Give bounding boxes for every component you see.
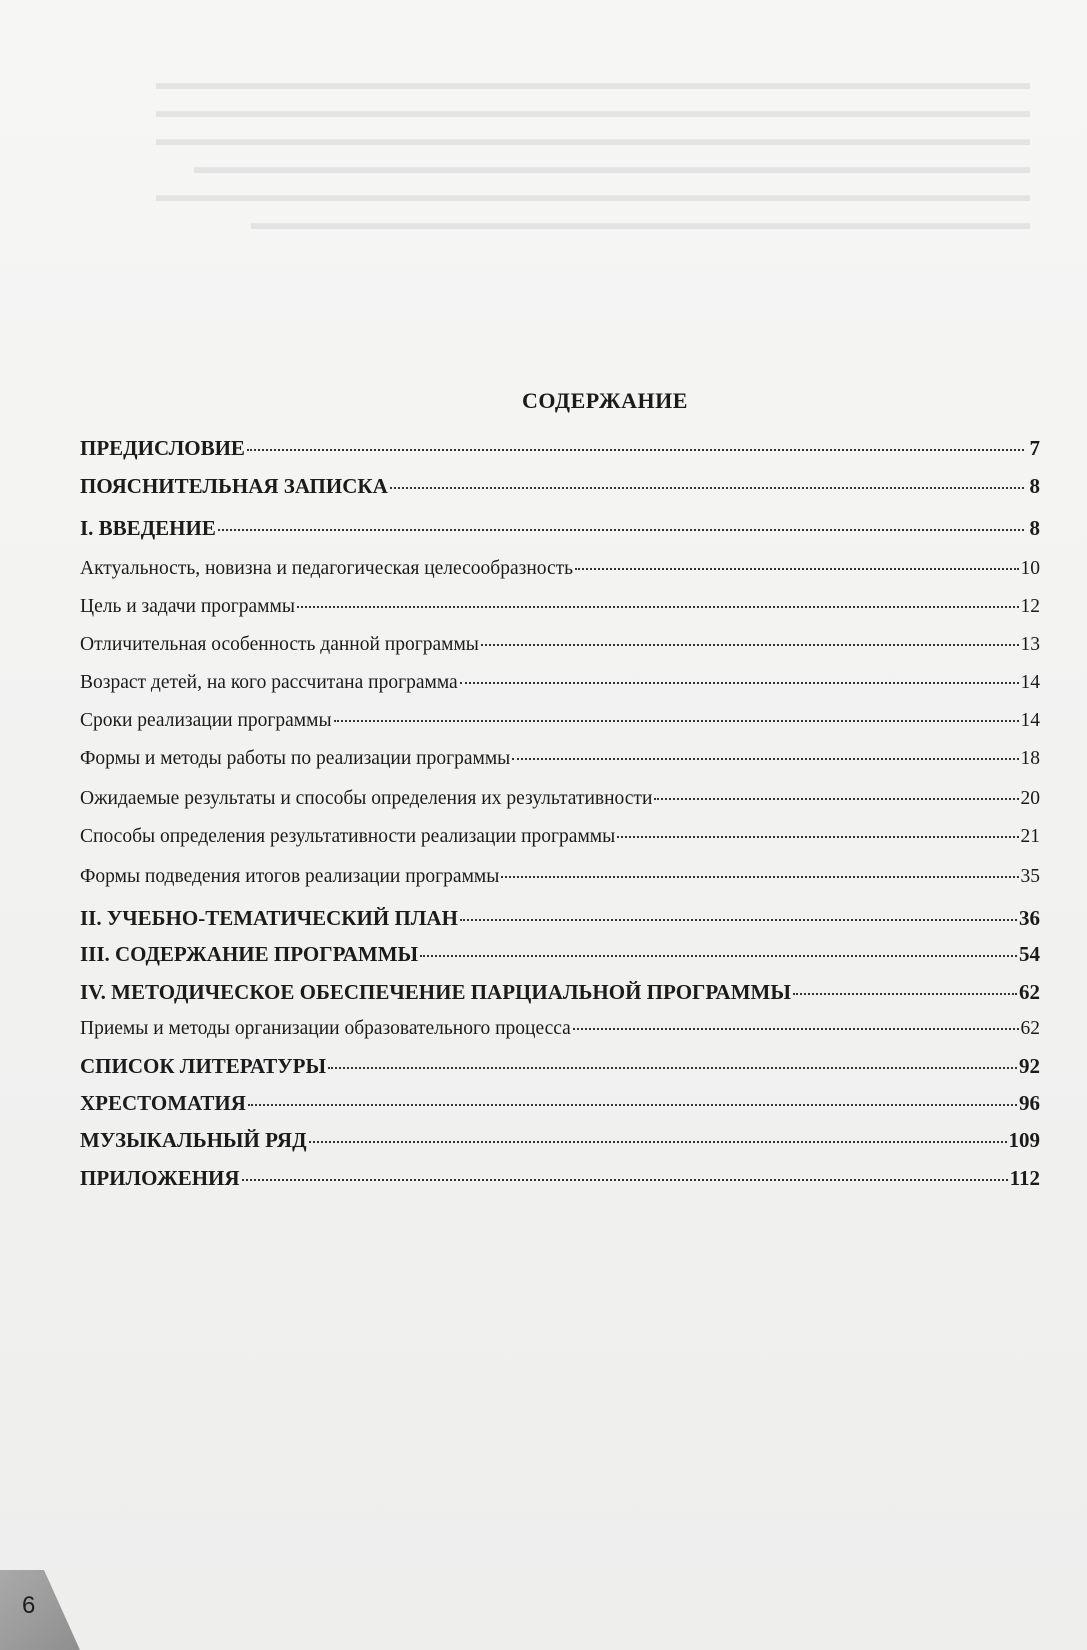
- toc-entry-label: ХРЕСТОМАТИЯ: [80, 1091, 246, 1115]
- toc-entry-label: Цель и задачи программы: [80, 596, 295, 617]
- toc-entry: [80, 826, 1040, 848]
- toc-entry: [80, 672, 1040, 694]
- toc-leader-dots: [218, 529, 1024, 531]
- toc-leader-dots: [501, 876, 1018, 878]
- toc-entry: [80, 474, 1040, 499]
- toc-entry-page: 14: [1020, 710, 1040, 731]
- toc-entry: [80, 1166, 1040, 1191]
- toc-entry-label: Формы и методы работы по реализации программы: [80, 748, 511, 769]
- toc-entry-page: 36: [1019, 906, 1040, 930]
- toc-leader-dots: [242, 1179, 1008, 1181]
- toc-entry-label: II. УЧЕБНО-ТЕМАТИЧЕСКИЙ ПЛАН: [80, 906, 458, 930]
- toc-entry-label: Сроки реализации программы: [80, 710, 332, 731]
- toc-entry: [80, 942, 1040, 967]
- toc-entry-label: МУЗЫКАЛЬНЫЙ РЯД: [80, 1128, 307, 1152]
- toc-entry: [80, 1091, 1040, 1116]
- toc-entry-label: ПОЯСНИТЕЛЬНАЯ ЗАПИСКА: [80, 474, 388, 498]
- toc-entry: [80, 788, 1040, 810]
- toc-entry-page: 62: [1019, 980, 1040, 1004]
- toc-leader-dots: [247, 449, 1024, 451]
- toc-entry-label: III. СОДЕРЖАНИЕ ПРОГРАММЫ: [80, 942, 419, 966]
- toc-entry-page: 92: [1019, 1054, 1040, 1078]
- toc-entry: [80, 980, 1040, 1005]
- toc-entry-page: 8: [1029, 474, 1040, 498]
- toc-entry: [80, 906, 1040, 931]
- toc-entry: [80, 558, 1040, 580]
- toc-title: СОДЕРЖАНИЕ: [522, 388, 688, 413]
- toc-entry-label: Ожидаемые результаты и способы определения их результативности: [80, 788, 653, 809]
- toc-leader-dots: [248, 1104, 1017, 1106]
- toc-entry-label: Приемы и методы организации образовательного процесса: [80, 1018, 571, 1039]
- toc-entry: [80, 748, 1040, 770]
- toc-entry-page: 7: [1029, 436, 1040, 460]
- toc-entry-label: Актуальность, новизна и педагогическая целесообразность: [80, 558, 574, 579]
- toc-entry: [80, 710, 1040, 732]
- toc-entry-page: 12: [1020, 596, 1040, 617]
- toc-entry-label: Способы определения результативности реализации программы: [80, 826, 616, 847]
- toc-entry-page: 14: [1020, 672, 1040, 693]
- bleed-through-background: ▬▬▬▬▬▬▬▬▬▬▬▬▬▬▬▬▬▬▬▬▬▬▬▬▬▬▬▬▬▬▬▬▬▬▬▬▬▬▬▬▬▬▬▬▬▬ ▬▬▬▬▬▬▬▬▬▬▬▬▬▬▬▬▬▬▬▬▬▬▬▬▬▬▬▬▬▬▬▬▬▬▬▬▬▬▬▬▬▬▬▬▬▬ ▬▬▬▬▬▬▬▬▬▬▬▬▬▬▬▬▬▬▬▬▬▬▬▬▬▬▬▬▬▬▬▬▬▬▬▬▬▬▬▬▬▬▬▬▬▬ ▬▬▬▬▬▬▬▬▬▬▬▬▬▬▬▬▬▬▬▬▬▬▬▬▬▬▬▬▬▬▬▬▬▬▬▬▬▬▬▬▬▬▬▬ ▬▬▬▬▬▬▬▬▬▬▬▬▬▬▬▬▬▬▬▬▬▬▬▬▬▬▬▬▬▬▬▬▬▬▬▬▬▬▬▬▬▬▬▬▬▬ ▬▬▬▬▬▬▬▬▬▬▬▬▬▬▬▬▬▬▬▬▬▬▬▬▬▬▬▬▬▬▬▬▬▬▬▬▬▬▬▬▬: [156, 73, 1030, 234]
- toc-entry: [80, 1128, 1040, 1153]
- page-number: 6: [22, 1592, 36, 1619]
- toc-entry-page: 21: [1020, 826, 1040, 847]
- toc-entry: [80, 1054, 1040, 1079]
- toc-leader-dots: [481, 644, 1019, 646]
- toc-entry-page: 8: [1029, 516, 1040, 540]
- toc-leader-dots: [334, 720, 1019, 722]
- toc-leader-dots: [309, 1141, 1007, 1143]
- toc-list: [80, 436, 1040, 1196]
- page-number-tab: [0, 1570, 80, 1650]
- toc-entry-label: Отличительная особенность данной программы: [80, 634, 479, 655]
- toc-entry-page: 62: [1020, 1018, 1040, 1039]
- toc-leader-dots: [460, 682, 1019, 684]
- toc-leader-dots: [617, 836, 1018, 838]
- toc-leader-dots: [512, 758, 1018, 760]
- toc-leader-dots: [575, 568, 1018, 570]
- toc-leader-dots: [573, 1028, 1019, 1030]
- toc-entry-label: ПРЕДИСЛОВИЕ: [80, 436, 245, 460]
- toc-entry-page: 13: [1020, 634, 1040, 655]
- toc-entry-page: 54: [1019, 942, 1040, 966]
- toc-entry: [80, 1018, 1040, 1040]
- toc-entry: [80, 516, 1040, 541]
- toc-leader-dots: [390, 487, 1024, 489]
- toc-entry-page: 10: [1020, 558, 1040, 579]
- toc-entry: [80, 436, 1040, 461]
- toc-entry-label: Формы подведения итогов реализации программы: [80, 866, 500, 887]
- toc-entry-page: 96: [1019, 1091, 1040, 1115]
- toc-entry-page: 20: [1020, 788, 1040, 809]
- toc-entry: [80, 866, 1040, 888]
- toc-entry-label: I. ВВЕДЕНИЕ: [80, 516, 216, 540]
- toc-leader-dots: [793, 993, 1017, 995]
- toc-entry-label: ПРИЛОЖЕНИЯ: [80, 1166, 240, 1190]
- toc-leader-dots: [460, 919, 1017, 921]
- toc-entry-page: 112: [1009, 1166, 1040, 1190]
- toc-entry-page: 109: [1008, 1128, 1040, 1152]
- toc-entry-page: 18: [1020, 748, 1040, 769]
- toc-entry: [80, 634, 1040, 656]
- toc-entry-label: IV. МЕТОДИЧЕСКОЕ ОБЕСПЕЧЕНИЕ ПАРЦИАЛЬНОЙ ПРОГРАММЫ: [80, 980, 791, 1004]
- table-of-contents: [80, 388, 1040, 1196]
- toc-leader-dots: [297, 606, 1019, 608]
- toc-leader-dots: [420, 955, 1017, 957]
- toc-entry-page: 35: [1020, 866, 1040, 887]
- toc-entry-label: Возраст детей, на кого рассчитана программа: [80, 672, 458, 693]
- toc-leader-dots: [328, 1067, 1017, 1069]
- toc-entry: [80, 596, 1040, 618]
- toc-entry-label: СПИСОК ЛИТЕРАТУРЫ: [80, 1054, 327, 1078]
- toc-leader-dots: [654, 798, 1018, 800]
